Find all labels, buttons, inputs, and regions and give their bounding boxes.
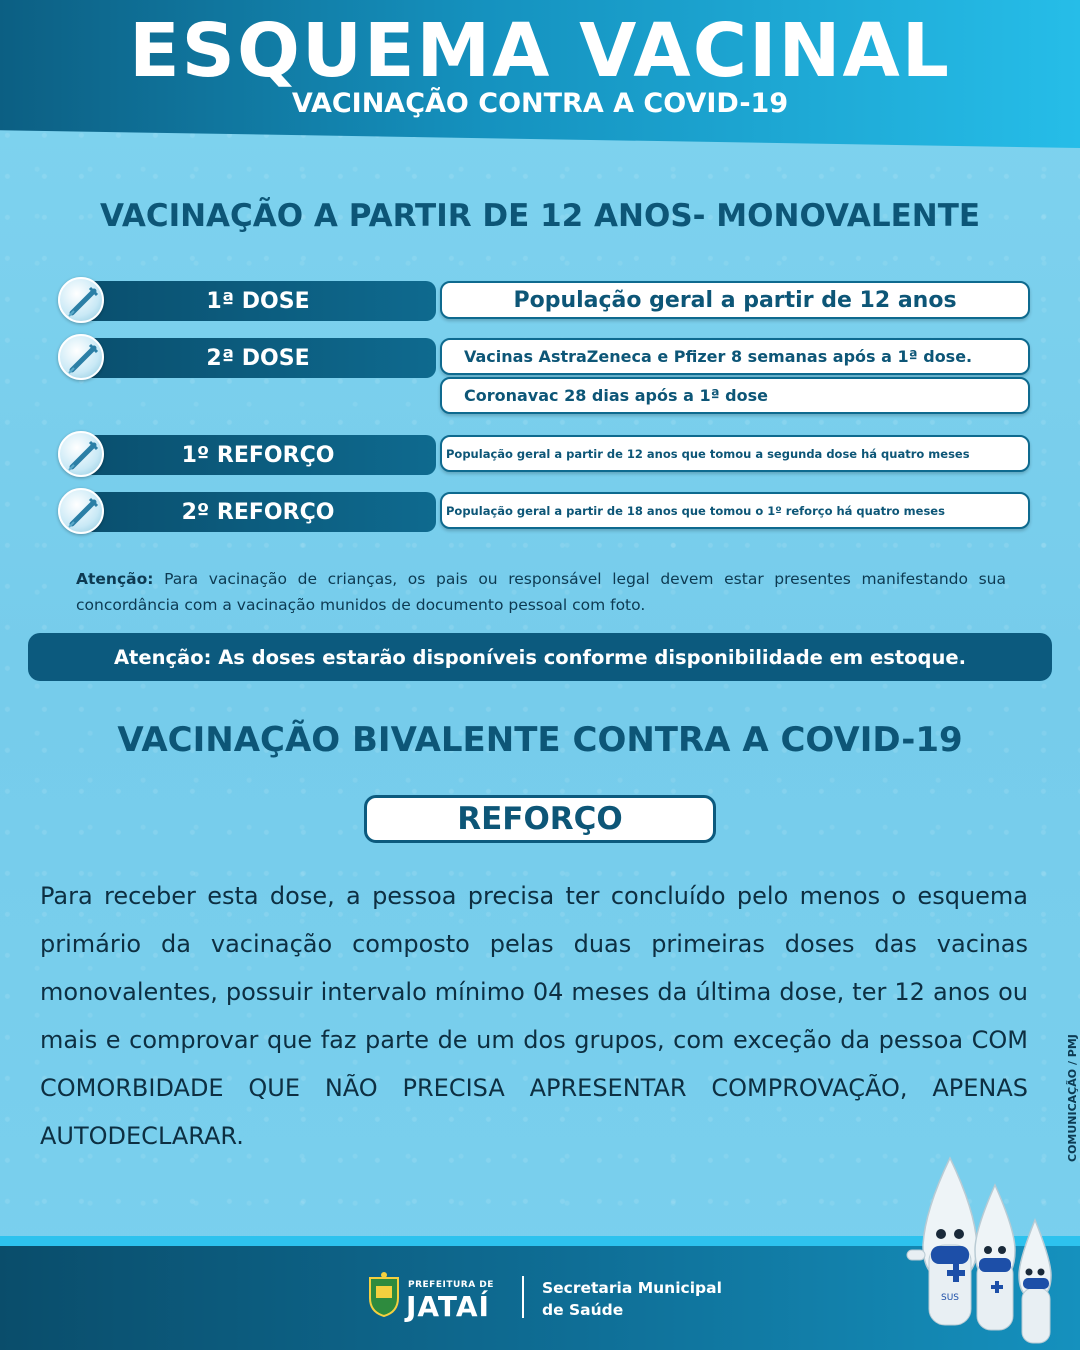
attention-body: Para vacinação de crianças, os pais ou responsável legal devem estar presentes manifestando sua concordância com a vacinação munidos de documento pessoal com foto.: [76, 570, 1006, 614]
credit-text: COMUNICAÇÃO / PMJ: [1066, 1034, 1079, 1162]
syringe-icon: [58, 277, 104, 323]
syringe-icon: [58, 488, 104, 534]
attention-note: [76, 566, 1006, 618]
dose-info-2b: Coronavac 28 dias após a 1ª dose: [440, 377, 1030, 414]
mascot-sus-label: SUS: [940, 1293, 960, 1303]
dose-info-4: População geral a partir de 18 anos que tomou o 1º reforço há quatro meses: [440, 492, 1030, 529]
page-subtitle: VACINAÇÃO CONTRA A COVID-19: [291, 88, 789, 119]
footer-divider: [522, 1276, 524, 1318]
dose-label-4: 2º REFORÇO: [80, 492, 436, 532]
monovalente-title: VACINAÇÃO A PARTIR DE 12 ANOS- MONOVALENTE: [99, 198, 981, 234]
dose-info-3: População geral a partir de 12 anos que tomou a segunda dose há quatro meses: [440, 435, 1030, 472]
logo-city-name: JATAÍ: [406, 1290, 490, 1323]
city-emblem-icon: [366, 1272, 402, 1318]
dose-label-1: 1ª DOSE: [80, 281, 436, 321]
secretaria-line-1: Secretaria Municipal: [542, 1279, 722, 1297]
dose-info-2a: Vacinas AstraZeneca e Pfizer 8 semanas após a 1ª dose.: [440, 338, 1030, 375]
dose-info-1: População geral a partir de 12 anos: [440, 281, 1030, 319]
mascot-drops-illustration: [895, 1150, 1075, 1350]
reforco-badge: REFORÇO: [364, 795, 716, 843]
secretaria-name: [542, 1277, 722, 1321]
syringe-icon: [58, 334, 104, 380]
logo-prefeitura-text: PREFEITURA DE: [408, 1280, 494, 1290]
page-title: ESQUEMA VACINAL: [129, 8, 951, 94]
syringe-icon: [58, 431, 104, 477]
dose-label-3: 1º REFORÇO: [80, 435, 436, 475]
bivalente-title: VACINAÇÃO BIVALENTE CONTRA A COVID-19: [117, 720, 963, 760]
attention-label: Atenção:: [76, 570, 154, 588]
dose-label-2: 2ª DOSE: [80, 338, 436, 378]
secretaria-line-2: de Saúde: [542, 1301, 624, 1319]
bivalente-description: Para receber esta dose, a pessoa precisa ter concluído pelo menos o esquema primário da vacinação composto pelas duas primeiras doses das vacinas monovalentes, possuir intervalo mínimo 04 meses da última dose, ter 12 anos ou mais e comprovar que faz parte de um dos grupos, com exceção da pessoa COM COMORBIDADE QUE NÃO PRECISA APRESENTAR COMPROVAÇÃO, APENAS AUTODECLARAR.: [40, 882, 1028, 1150]
stock-notice: Atenção: As doses estarão disponíveis conforme disponibilidade em estoque.: [28, 633, 1052, 681]
